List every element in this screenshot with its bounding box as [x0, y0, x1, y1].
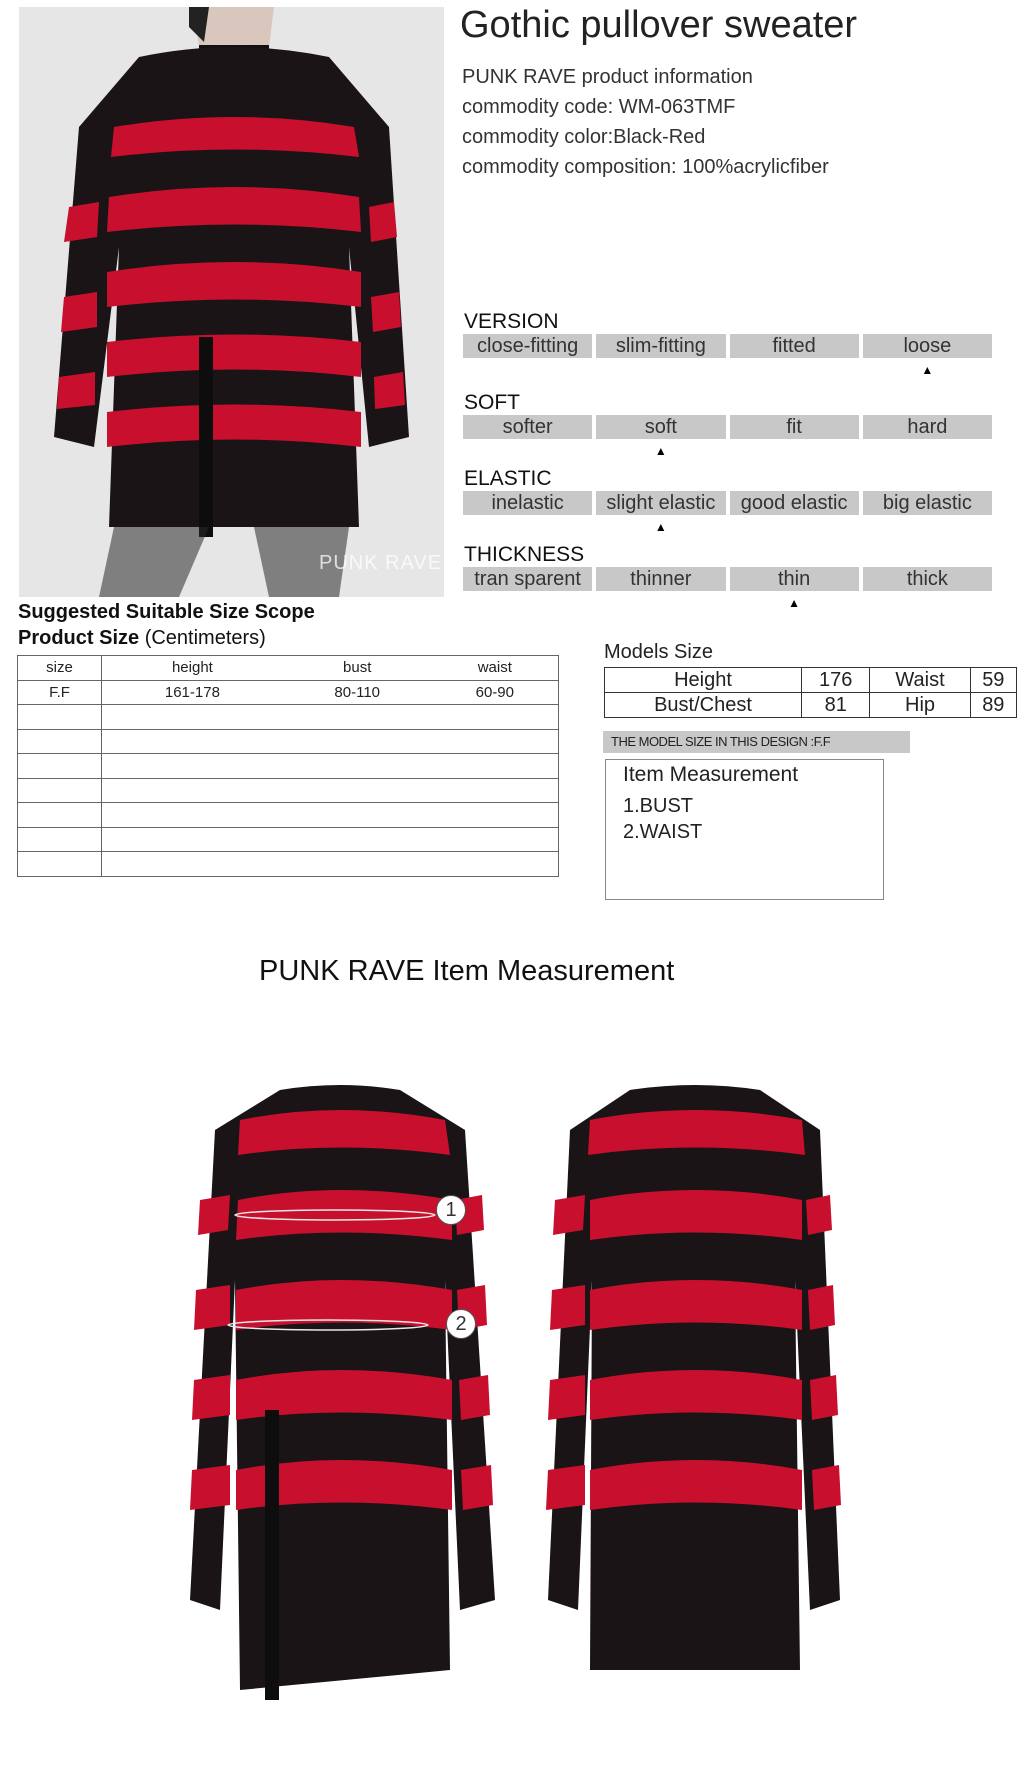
scale-option: hard	[863, 415, 992, 439]
selected-marker-icon: ▲	[654, 520, 667, 534]
table-row	[18, 705, 559, 730]
scale-option: fit	[730, 415, 859, 439]
scale-option: inelastic	[463, 491, 592, 515]
model-bust-label: Bust/Chest	[605, 693, 802, 718]
size-table	[17, 655, 559, 877]
model-sweater-illustration	[19, 7, 444, 597]
models-size-title: Models Size	[604, 641, 713, 663]
table-row	[18, 729, 559, 754]
size-scope-heading: Suggested Suitable Size Scope	[18, 601, 315, 623]
info-color-line: commodity color:Black-Red	[462, 126, 706, 148]
info-composition-line: commodity composition: 100%acrylicfiber	[462, 156, 829, 178]
table-row	[18, 827, 559, 852]
selected-marker-icon: ▲	[788, 596, 801, 610]
scale-row-thickness	[463, 567, 992, 591]
scale-row-soft	[463, 415, 992, 439]
bust-cell: 80-110	[283, 680, 432, 705]
waist-cell: 60-90	[432, 680, 559, 705]
info-code-line: commodity code: WM-063TMF	[462, 96, 736, 118]
scale-option: thin	[730, 567, 859, 591]
scale-option: slight elastic	[596, 491, 725, 515]
bust-header-cell: bust	[283, 656, 432, 681]
model-waist-value: 59	[970, 668, 1016, 693]
models-size-table	[604, 667, 1017, 718]
table-row	[18, 852, 559, 877]
sweater-back-illustration	[530, 1080, 860, 1700]
product-size-label: Product Size	[18, 627, 140, 649]
model-size-note: THE MODEL SIZE IN THIS DESIGN :F.F	[603, 731, 910, 753]
scale-label-soft: SOFT	[464, 391, 520, 414]
lower-measurement-title: PUNK RAVE Item Measurement	[259, 955, 675, 987]
model-hip-label: Hip	[870, 693, 970, 718]
product-size-unit: (Centimeters)	[139, 627, 266, 649]
product-size-heading	[18, 627, 266, 650]
selected-marker-icon: ▲	[921, 363, 934, 377]
scale-option: loose	[863, 334, 992, 358]
selected-marker-icon: ▲	[654, 444, 667, 458]
model-bust-value: 81	[801, 693, 870, 718]
scale-option: thinner	[596, 567, 725, 591]
measure-marker-1: 1	[436, 1195, 466, 1225]
scale-label-thickness: THICKNESS	[464, 543, 585, 566]
measurement-item-waist: 2.WAIST	[623, 821, 703, 843]
size-header-cell: size	[18, 656, 102, 681]
table-row	[18, 680, 559, 705]
photo-watermark: PUNK RAVE	[319, 552, 443, 574]
scale-option: big elastic	[863, 491, 992, 515]
model-waist-label: Waist	[870, 668, 970, 693]
product-title: Gothic pullover sweater	[460, 4, 858, 46]
model-height-value: 176	[801, 668, 870, 693]
model-hip-value: 89	[970, 693, 1016, 718]
scale-label-elastic: ELASTIC	[464, 467, 552, 490]
scale-option: fitted	[730, 334, 859, 358]
scale-option: slim-fitting	[596, 334, 725, 358]
info-brand-line: PUNK RAVE product information	[462, 66, 753, 88]
scale-option: close-fitting	[463, 334, 592, 358]
sweater-front-photo	[170, 1080, 518, 1700]
scale-option: good elastic	[730, 491, 859, 515]
model-height-label: Height	[605, 668, 802, 693]
size-cell: F.F	[18, 680, 102, 705]
scale-row-elastic	[463, 491, 992, 515]
table-row	[605, 668, 1017, 693]
sweater-front-illustration	[170, 1080, 518, 1700]
size-table-header	[18, 656, 559, 681]
height-header-cell: height	[102, 656, 283, 681]
scale-option: softer	[463, 415, 592, 439]
height-cell: 161-178	[102, 680, 283, 705]
measure-marker-2: 2	[446, 1309, 476, 1339]
table-row	[18, 778, 559, 803]
table-row	[605, 693, 1017, 718]
scale-label-version: VERSION	[464, 310, 559, 333]
scale-option: thick	[863, 567, 992, 591]
measurement-item-bust: 1.BUST	[623, 795, 694, 817]
scale-option: tran sparent	[463, 567, 592, 591]
table-row	[18, 754, 559, 779]
scale-option: soft	[596, 415, 725, 439]
item-measurement-title: Item Measurement	[623, 763, 799, 786]
scale-row-version	[463, 334, 992, 358]
waist-header-cell: waist	[432, 656, 559, 681]
product-photo-model	[19, 7, 444, 597]
table-row	[18, 803, 559, 828]
sweater-back-photo	[530, 1080, 860, 1700]
